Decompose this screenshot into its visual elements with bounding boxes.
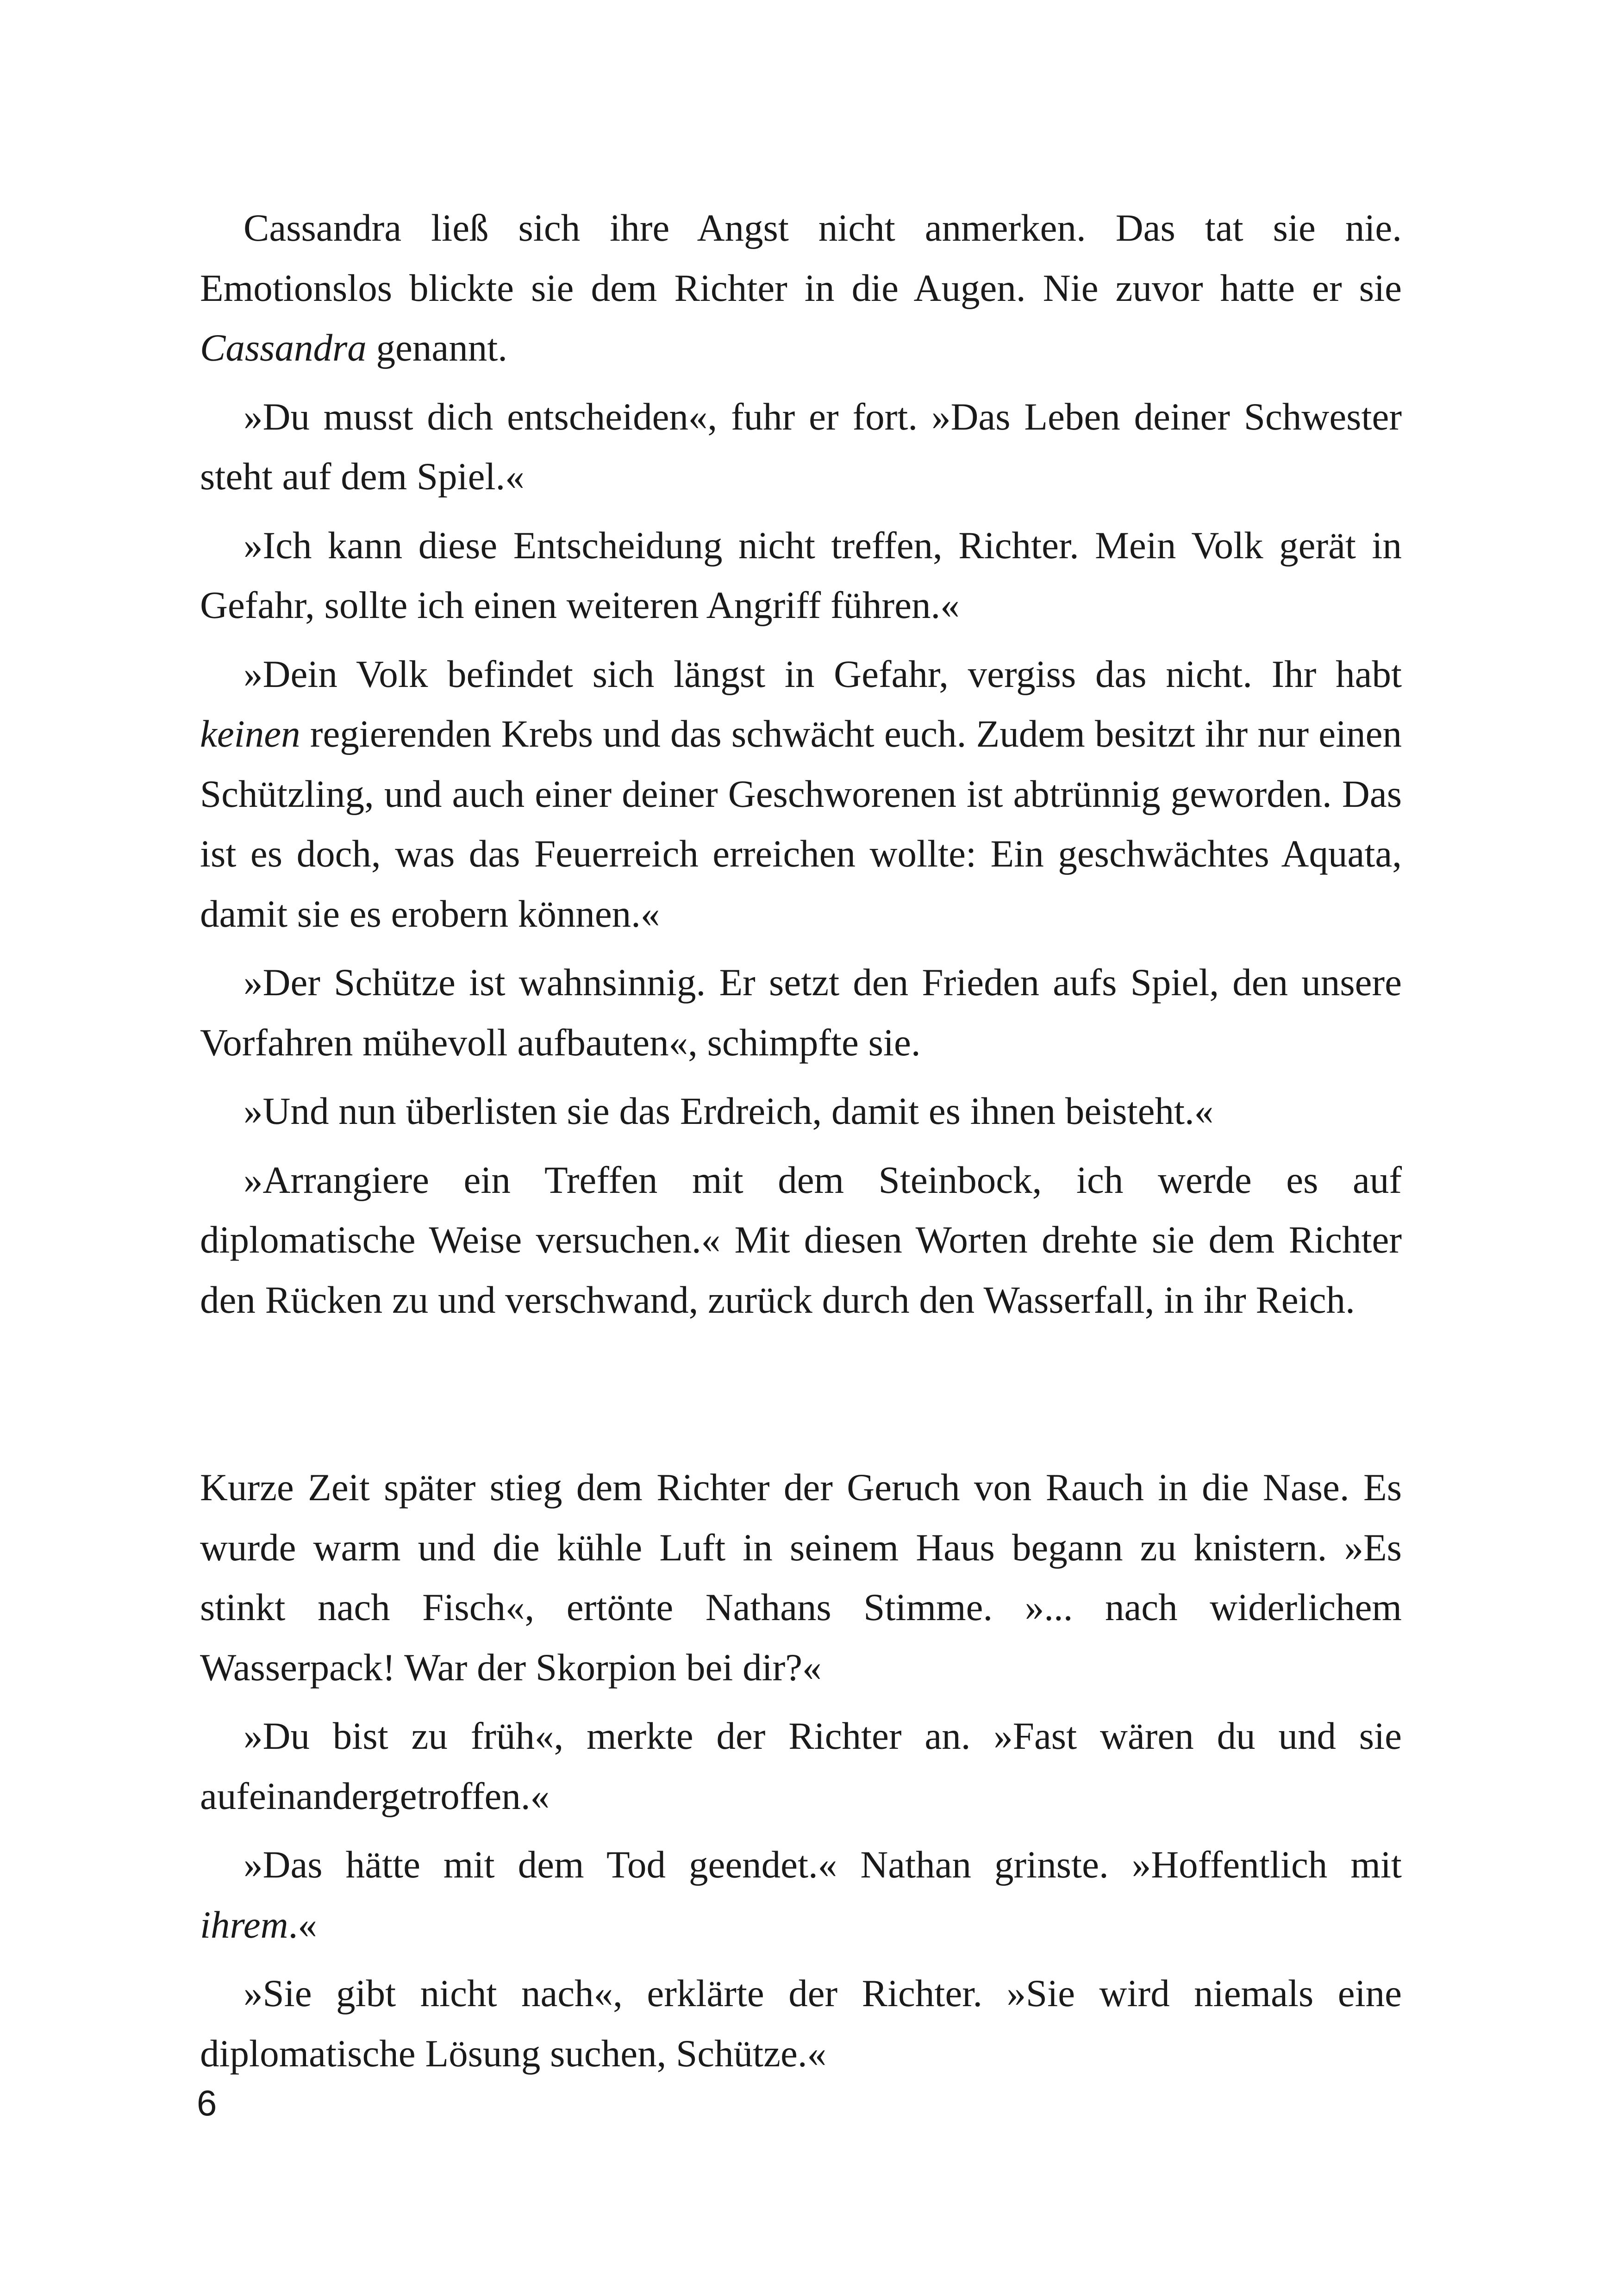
text-run: genannt. [366, 326, 508, 369]
paragraph [200, 1706, 1402, 1826]
text-section-2 [200, 1458, 1402, 2083]
text-run: »Du bist zu früh«, merkte der Richter an. »Fast wären du und sie aufeinandergetroffen.« [200, 1715, 1402, 1817]
page-number: 6 [197, 2083, 217, 2123]
text-run: »Das hätte mit dem Tod geendet.« Nathan grinste. »Hoffentlich mit [244, 1843, 1402, 1886]
text-run: »Dein Volk befindet sich längst in Gefahr, vergiss das nicht. Ihr habt [244, 652, 1402, 695]
paragraph [200, 953, 1402, 1073]
text-run: regierenden Krebs und das schwächt euch. Zudem besitzt ihr nur einen Schützling, und auch einer deiner Geschworenen ist abtrünnig geworden. Das ist es doch, was das Feuerreich erreichen wollte: Ein geschwächtes Aquata, damit sie es erobern können.« [200, 712, 1402, 935]
paragraph [200, 644, 1402, 944]
italic-emphasis: ihrem [200, 1903, 288, 1946]
text-run: .« [288, 1903, 317, 1946]
paragraph [200, 1458, 1402, 1697]
text-run: »Ich kann diese Entscheidung nicht treffen, Richter. Mein Volk gerät in Gefahr, sollte ich einen weiteren Angriff führen.« [200, 524, 1402, 626]
paragraph [200, 1964, 1402, 2083]
paragraph [200, 516, 1402, 636]
paragraph [200, 1835, 1402, 1955]
text-run: »Du musst dich entscheiden«, fuhr er fort. »Das Leben deiner Schwester steht auf dem Spiel.« [200, 395, 1402, 498]
text-run: Cassandra ließ sich ihre Angst nicht anmerken. Das tat sie nie. Emotionslos blickte sie dem Richter in die Augen. Nie zuvor hatte er sie [200, 206, 1402, 309]
text-run: »Arrangiere ein Treffen mit dem Steinbock, ich werde es auf diplomatische Weise versuchen.« Mit diesen Worten drehte sie dem Richter den Rücken zu und verschwand, zurück durch den Wasserfall, in ihr Reich. [200, 1158, 1402, 1321]
text-run: »Sie gibt nicht nach«, erklärte der Richter. »Sie wird niemals eine diplomatische Lösung suchen, Schütze.« [200, 1972, 1402, 2075]
paragraph [200, 198, 1402, 378]
text-run: »Der Schütze ist wahnsinnig. Er setzt den Frieden aufs Spiel, den unsere Vorfahren mühevoll aufbauten«, schimpfte sie. [200, 961, 1402, 1064]
italic-name: Cassandra [200, 326, 367, 369]
paragraph [200, 387, 1402, 507]
italic-emphasis: keinen [200, 712, 300, 755]
paragraph [200, 1081, 1402, 1141]
paragraph [200, 1150, 1402, 1330]
text-run: »Und nun überlisten sie das Erdreich, damit es ihnen beisteht.« [244, 1090, 1214, 1132]
text-run: Kurze Zeit später stieg dem Richter der Geruch von Rauch in die Nase. Es wurde warm und die kühle Luft in seinem Haus begann zu knistern. »Es stinkt nach Fisch«, ertönte Nathans Stimme. »... nach widerlichem Wasserpack! War der Skorpion bei dir?« [200, 1466, 1402, 1689]
text-section-1 [200, 198, 1402, 1330]
